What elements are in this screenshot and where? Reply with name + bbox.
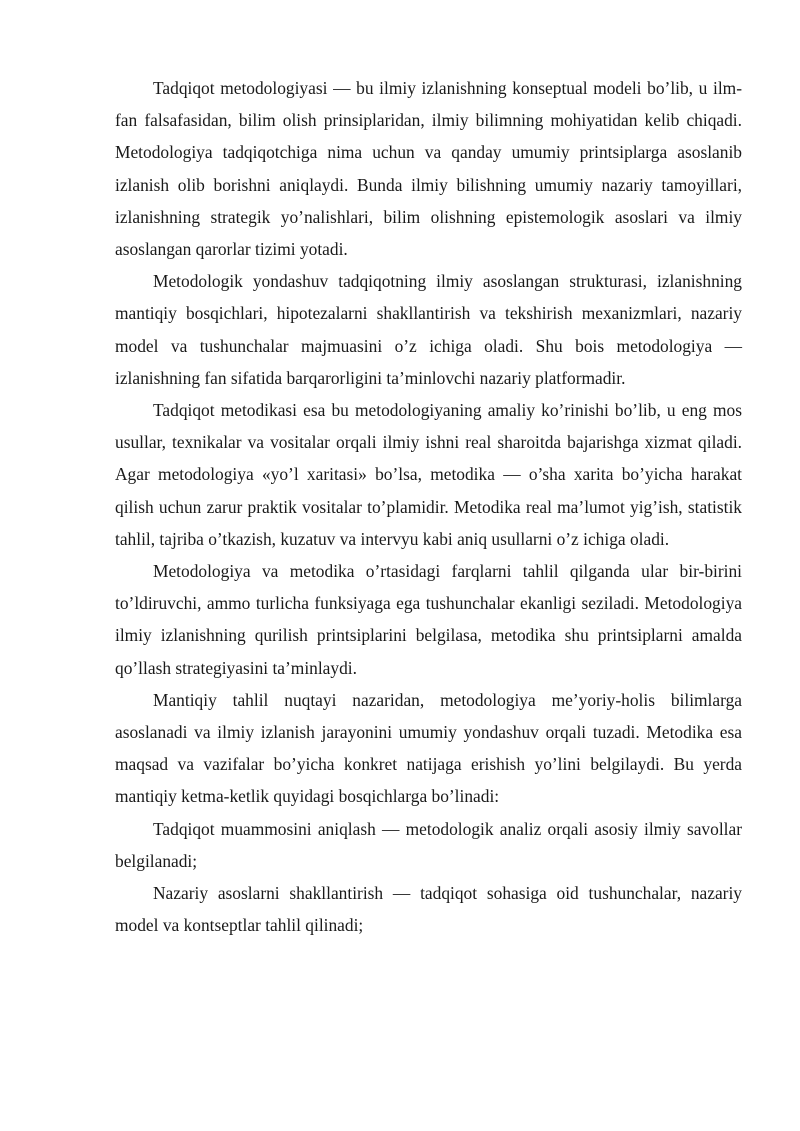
paragraph-research-methods: Tadqiqot metodikasi esa bu metodologiyaning amaliy ko’rinishi bo’lib, u eng mos usullar, texnikalar va vositalar orqali ilmiy ishni real sharoitda bajarishga xizmat qiladi. Agar metodologiya «yo’l xaritasi» bo’lsa, metodika — o’sha xarita bo’yicha harakat qilish uchun zarur praktik vositalar to’plamidir. Metodika real ma’lumot yig’ish, statistik tahlil, tajriba o’tkazish, kuzatuv va intervyu kabi aniq usullarni o’z ichiga oladi.: [115, 400, 742, 549]
paragraph-differences: Metodologiya va metodika o’rtasidagi farqlarni tahlil qilganda ular bir-birini to’ldiruvchi, ammo turlicha funksiyaga ega tushunchalar ekanligi seziladi. Metodologiya ilmiy izlanishning qurilish printsiplarini belgilasa, metodika shu printsiplarni amalda qo’llash strategiyasini ta’minlaydi.: [115, 561, 742, 678]
paragraph-step-theory: Nazariy asoslarni shakllantirish — tadqiqot sohasiga oid tushunchalar, nazariy model va kontseptlar tahlil qilinadi;: [115, 883, 742, 936]
paragraph-methodological-approach: Metodologik yondashuv tadqiqotning ilmiy asoslangan strukturasi, izlanishning mantiqiy bosqichlari, hipotezalarni shakllantirish va tekshirish mexanizmlari, nazariy model va tushunchalar majmuasini o’z ichiga oladi. Shu bois metodologiya — izlanishning fan sifatida barqarorligini ta’minlovchi nazariy platformadir.: [115, 271, 742, 388]
paragraph-step-problem: Tadqiqot muammosini aniqlash — metodologik analiz orqali asosiy ilmiy savollar belgilanadi;: [115, 818, 742, 871]
document-page: [115, 72, 742, 941]
paragraph-logical-analysis: Mantiqiy tahlil nuqtayi nazaridan, metodologiya me’yoriy-holis bilimlarga asoslanadi va ilmiy izlanish jarayonini umumiy yondashuv orqali tuzadi. Metodika esa maqsad va vazifalar bo’yicha konkret natijaga erishish yo’lini belgilaydi. Bu yerda mantiqiy ketma-ketlik quyidagi bosqichlarga bo’linadi:: [115, 689, 742, 807]
paragraph-methodology-definition: Tadqiqot metodologiyasi — bu ilmiy izlanishning konseptual modeli bo’lib, u ilm-fan falsafasidan, bilim olish prinsiplaridan, ilmiy bilimning mohiyatidan kelib chiqadi. Metodologiya tadqiqotchiga nima uchun va qanday umumiy printsiplarga asoslanib izlanish olib borishni aniqlaydi. Bunda ilmiy bilishning umumiy nazariy tamoyillari, izlanishning strategik yo’nalishlari, bilim olishning epistemologik asoslari va ilmiy asoslangan qarorlar tizimi yotadi.: [115, 78, 742, 260]
